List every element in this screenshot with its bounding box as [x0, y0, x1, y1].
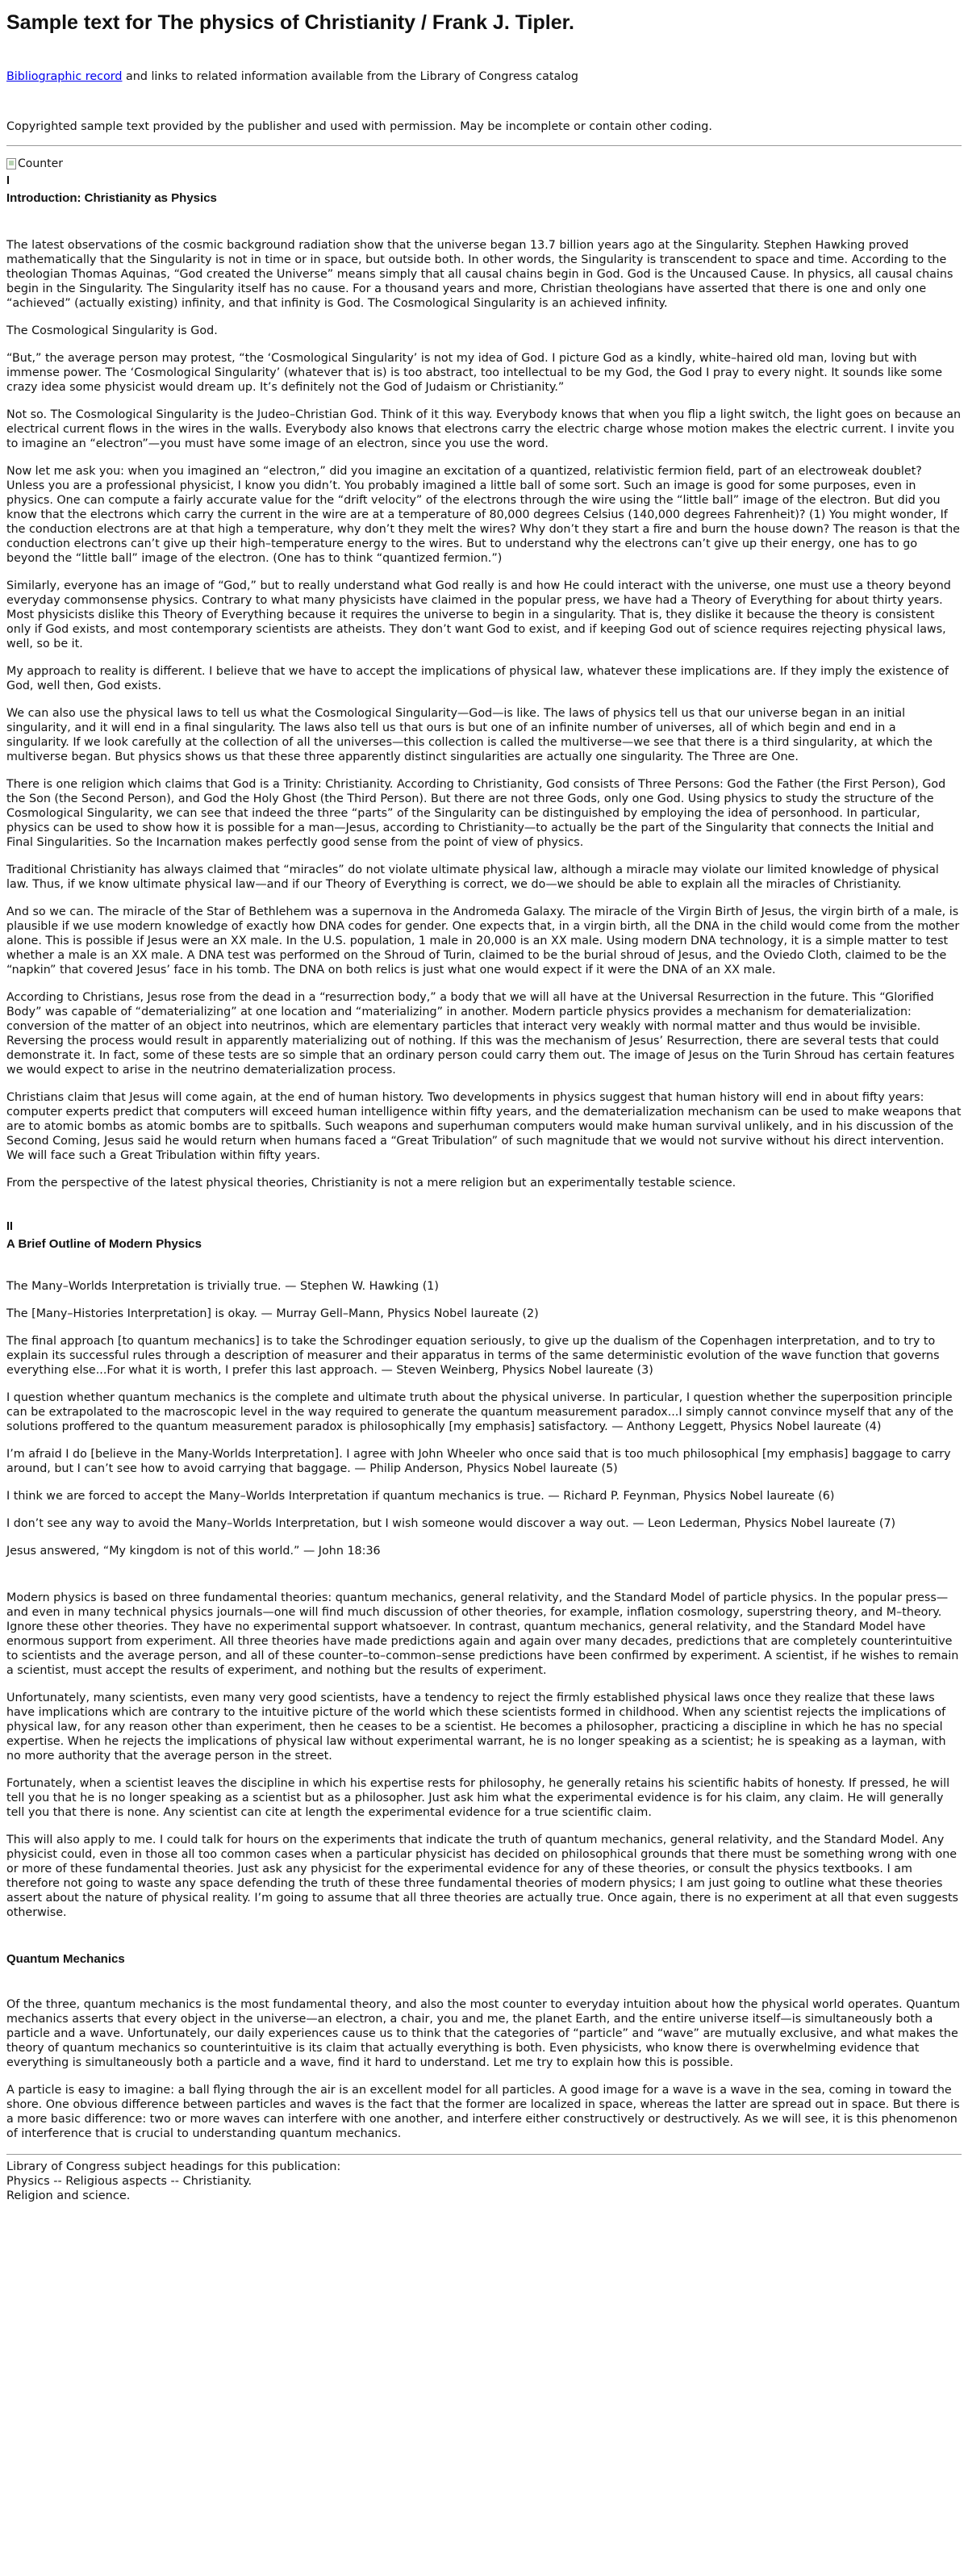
subject-heading: Physics -- Religious aspects -- Christianity. — [6, 2175, 252, 2188]
page-title: Sample text for The physics of Christianity / Frank J. Tipler. — [6, 11, 574, 34]
content — [6, 0, 962, 2203]
paragraph: A particle is easy to imagine: a ball flying through the air is an excellent model for all particles. A good image for a wave is a wave in the sea, coming in toward the shore. One obvious difference between particles and waves is the fact that the former are localized in space, whereas the latter are spread out in space. But there is a more basic difference: two or more waves can interfere with one another, and interfere either constructively or destructively. As we will see, it is this phenomenon of interference that is crucial to understanding quantum mechanics. — [6, 2084, 960, 2140]
quantum-mechanics-body — [6, 1997, 962, 2141]
chapter-title: A Brief Outline of Modern Physics — [6, 1237, 202, 1251]
epigraph: I think we are forced to accept the Many–Worlds Interpretation if quantum mechanics is true. — Richard P. Feynman, Physics Nobel laureate (6) — [6, 1490, 835, 1503]
paragraph: The latest observations of the cosmic background radiation show that the universe began 13.7 billion years ago at the Singularity. Stephen Hawking proved mathematically that the Singularity is not in time or in space, but outside both. In other words, the Singularity is transcendent to space and time. According to the theologian Thomas Aquinas, “God created the Universe” means simply that all causal chains begin in God. God is the Uncaused Cause. In physics, all causal chains begin in the Singularity. The Singularity itself has no cause. For a thousand years and more, Christian theologians have asserted that there is one and only one “achieved” (actually existing) infinity, and that infinity is God. The Cosmological Singularity is an achieved infinity. — [6, 239, 953, 310]
paragraph: My approach to reality is different. I believe that we have to accept the implications of physical law, whatever these implications are. If they imply the existence of God, well then, God exists. — [6, 665, 949, 692]
divider — [6, 145, 962, 146]
bibliographic-line-text: and links to related information available from the Library of Congress catalog — [122, 70, 578, 83]
paragraph: Not so. The Cosmological Singularity is the Judeo–Christian God. Think of it this way. Everybody knows that when you flip a light switch, the light goes on because an electrical current flows in the wires in the walls. Everybody also knows that electrons carry the electric charge whose motion makes the electric current. I invite you to imagine an “electron”—you must have some image of an electron, since you use the word. — [6, 408, 962, 450]
counter-image — [6, 156, 962, 172]
paragraph: “But,” the average person may protest, “the ‘Cosmological Singularity’ is not my idea of God. I picture God as a kindly, white–haired old man, loving but with immense power. The ‘Cosmological Singularity’ (whatever that is) is too abstract, too intellectual to be my God, the God I pray to every night. It sounds like some crazy idea some physicist would dream up. It’s definitely not the God of Judaism or Christianity.” — [6, 352, 943, 394]
section-heading: Quantum Mechanics — [6, 1952, 125, 1966]
epigraph: The [Many–Histories Interpretation] is okay. — Murray Gell–Mann, Physics Nobel laureate (2) — [6, 1307, 539, 1320]
subject-headings — [6, 2160, 962, 2203]
chapter-2-body — [6, 1591, 962, 1920]
paragraph: The Cosmological Singularity is God. — [6, 324, 218, 337]
paragraph: Modern physics is based on three fundamental theories: quantum mechanics, general relativity, and the Standard Model of particle physics. In the popular press—and even in many technical physics journals—one will find much discussion of other theories, for example, inflation cosmology, superstring theory, and M–theory. Ignore these other theories. They have no experimental support whatsoever. In contrast, quantum mechanics, general relativity, and the Standard Model have enormous support from experiment. All three theories have made predictions again and again over many decades, predictions that are completely counterintuitive to scientists and the average person, and all of these counter–to–common–sense predictions have been confirmed by experiment. A scientist, if he wishes to remain a scientist, must accept the results of experiment, and nothing but the results of experiment. — [6, 1591, 959, 1677]
chapter-2 — [6, 1219, 962, 2141]
paragraph: Unfortunately, many scientists, even many very good scientists, have a tendency to reject the firmly established physical laws once they realize that these laws have implications which are contrary to the intuitive picture of the world which these scientists formed in childhood. When any scientist rejects the implications of physical law, for any reason other than experiment, then he ceases to be a scientist. He becomes a philosopher, practicing a discipline in which he has no special expertise. When he rejects the implications of physical law without experimental warrant, he is no longer speaking as a scientist; he is speaking as a layman, with no more authority that the average person in the street. — [6, 1692, 946, 1763]
epigraphs — [6, 1279, 962, 1558]
paragraph: This will also apply to me. I could talk for hours on the experiments that indicate the truth of quantum mechanics, general relativity, and the Standard Model. Any physicist could, even in those all too common cases when a particular physicist has decided on philosophical grounds that there must be something wrong with one or more of these fundamental theories. Just ask any physicist for the experimental evidence for any of these theories, or consult the physics textbooks. I am therefore not going to waste any space defending the truth of these three fundamental theories of modern physics; I am just going to outline what these theories assert about the nature of physical reality. I’m going to assume that all three theories are actually true. Once again, there is no experiment at all that even suggests otherwise. — [6, 1834, 959, 1919]
bibliographic-record-link[interactable]: Bibliographic record — [6, 70, 123, 83]
chapter-number: I — [6, 174, 10, 187]
chapter-1-body — [6, 238, 962, 1190]
paragraph: There is one religion which claims that God is a Trinity: Christianity. According to Christianity, God consists of Three Persons: God the Father (the First Person), God the Son (the Second Person), and God the Holy Ghost (the Third Person). But there are not three Gods, only one God. Using physics to study the structure of the Cosmological Singularity, we can see that indeed the three “parts” of the Singularity can be distinguished by employing the idea of personhood. In particular, physics can be used to show how it is possible for a man—Jesus, according to Christianity—to actually be the part of the Singularity that connects the Initial and Final Singularities. So the Incarnation makes perfectly good sense from the point of view of physics. — [6, 778, 946, 849]
paragraph: Similarly, everyone has an image of “God,” but to really understand what God really is and how He could interact with the universe, one must use a theory beyond everyday commonsense physics. Contrary to what many physicists have claimed in the popular press, we have had a Theory of Everything for about thirty years. Most physicists dislike this Theory of Everything because it requires the universe to begin in a singularity. That is, they dislike it because the theory is consistent only if God exists, and most contemporary scientists are atheists. They don’t want God to exist, and if keeping God out of science requires rejecting physical laws, well, so be it. — [6, 579, 951, 650]
paragraph: Of the three, quantum mechanics is the most fundamental theory, and also the most counter to everyday intuition about how the physical world operates. Quantum mechanics asserts that every object in the universe—an electron, a chair, you and me, the planet Earth, and the entire universe itself—is simultaneously both a particle and a wave. Unfortunately, our daily experiences cause us to think that the categories of “particle” and “wave” are mutually exclusive, and what makes the theory of quantum mechanics so counterintuitive is its claim that actually everything is both. Even physicists, who know there is overwhelming evidence that everything is simultaneously both a particle and a wave, find it hard to understand. Let me try to explain how this is possible. — [6, 1998, 961, 2069]
chapter-1 — [6, 174, 962, 1190]
counter-alt-text: Counter — [18, 157, 63, 170]
chapter-title: Introduction: Christianity as Physics — [6, 191, 217, 205]
chapter-number: II — [6, 1220, 13, 1233]
broken-image-icon — [6, 158, 16, 169]
epigraph: Jesus answered, “My kingdom is not of this world.” — John 18:36 — [6, 1545, 381, 1558]
paragraph: And so we can. The miracle of the Star of Bethlehem was a supernova in the Andromeda Galaxy. The miracle of the Virgin Birth of Jesus, the virgin birth of a male, is plausible if we use modern knowledge of exactly how DNA codes for gender. One expects that, in a virgin birth, all the DNA in the child would come from the mother alone. This is possible if Jesus were an XX male. In the U.S. population, 1 male in 20,000 is an XX male. Using modern DNA technology, it is a simple matter to test whether a male is an XX male. A DNA test was performed on the Shroud of Turin, claimed to be the burial shroud of Jesus, and the Oviedo Cloth, claimed to be the “napkin” that covered Jesus’ face in his tomb. The DNA on both relics is just what one would expect if it were the DNA of an XX male. — [6, 905, 960, 976]
paragraph: Now let me ask you: when you imagined an “electron,” did you imagine an excitation of a quantized, relativistic fermion field, part of an electroweak doublet? Unless you are a professional physicist, I know you didn’t. You probably imagined a little ball of some sort. Such an image is good for some purposes, even in physics. One can compute a fairly accurate value for the “drift velocity” of the electrons through the wire using the “little ball” image of the electron. But did you know that the electrons which carry the current in the wire are at a temperature of 80,000 degrees Celsius (140,000 degrees Fahrenheit)? (1) You might wonder, If the conduction electrons are at that high a temperature, why don’t they melt the wires? Why don’t they start a fire and burn the house down? The reason is that the conduction electrons can’t give up their high–temperature energy to the wires. But to understand why the electrons can’t give up their energy, one has to go beyond the “little ball” image of the electron. (One has to think “quantized fermion.”) — [6, 465, 960, 565]
divider — [6, 2154, 962, 2155]
epigraph: The Many–Worlds Interpretation is trivially true. — Stephen W. Hawking (1) — [6, 1280, 439, 1293]
epigraph: I’m afraid I do [believe in the Many-Worlds Interpretation]. I agree with John Wheeler who once said that is too much philosophical [my emphasis] baggage to carry around, but I can’t see how to avoid carrying that baggage. — Philip Anderson, Physics Nobel laureate (5) — [6, 1448, 951, 1475]
subject-heading: Religion and science. — [6, 2189, 131, 2202]
subject-headings-label: Library of Congress subject headings for this publication: — [6, 2160, 341, 2173]
paragraph: According to Christians, Jesus rose from the dead in a “resurrection body,” a body that we will all have at the Universal Resurrection in the future. This “Glorified Body” was capable of “dematerializing” at one location and “materializing” in another. Modern particle physics provides a mechanism for dematerialization: conversion of the matter of an object into neutrinos, which are elementary particles that interact very weakly with normal matter and thus would be invisible. Reversing the process would result in apparently materializing out of nothing. If this was the mechanism of Jesus’ Resurrection, there are several tests that could demonstrate it. In fact, some of these tests are so simple that an ordinary person could carry them out. The image of Jesus on the Turin Shroud has certain features we would expect to arise in the neutrino dematerialization process. — [6, 991, 955, 1077]
epigraph: The final approach [to quantum mechanics] is to take the Schrodinger equation seriously, to give up the dualism of the Copenhagen interpretation, and to try to explain its successful rules through a description of measurer and their apparatus in terms of the same deterministic evolution of the wave function that governs everything else...For what it is worth, I prefer this last approach. — Steven Weinberg, Physics Nobel laureate (3) — [6, 1335, 940, 1377]
paragraph: We can also use the physical laws to tell us what the Cosmological Singularity—God—is like. The laws of physics tell us that our universe began in an initial singularity, and it will end in a final singularity. The laws also tell us that ours is but one of an infinite number of universes, all of which begin and end in a singularity. If we look carefully at the collection of all the universes—this collection is called the multiverse—we see that there is a third singularity, at which the multiverse began. But physics shows us that these three apparently distinct singularities are actually one singularity. The Three are One. — [6, 707, 933, 763]
epigraph: I don’t see any way to avoid the Many–Worlds Interpretation, but I wish someone would discover a way out. — Leon Lederman, Physics Nobel laureate (7) — [6, 1517, 896, 1530]
copyright-notice: Copyrighted sample text provided by the publisher and used with permission. May be incomplete or contain other coding. — [6, 120, 712, 133]
paragraph: Christians claim that Jesus will come again, at the end of human history. Two developments in physics suggest that human history will end in about fifty years: computer experts predict that computers will exceed human intelligence within fifty years, and the dematerialization mechanism can be used to make weapons that are to atomic bombs as atomic bombs are to spitballs. Such weapons and superhuman computers would make human survival unlikely, and in his discussion of the Second Coming, Jesus said he would return when humans faced a “Great Tribulation” of such magnitude that we would not survive without his direct intervention. We will face such a Great Tribulation within fifty years. — [6, 1091, 962, 1162]
paragraph: Traditional Christianity has always claimed that “miracles” do not violate ultimate physical law, although a miracle may violate our limited knowledge of physical law. Thus, if we know ultimate physical law—and if our Theory of Everything is correct, we do—we should be able to explain all the miracles of Christianity. — [6, 864, 939, 891]
epigraph: I question whether quantum mechanics is the complete and ultimate truth about the physical universe. In particular, I question whether the superposition principle can be extrapolated to the macroscopic level in the way required to generate the quantum measurement paradox...I simply cannot convince myself that any of the solutions proffered to the quantum measurement paradox is philosophically [my emphasis] satisfactory. — Anthony Leggett, Physics Nobel laureate (4) — [6, 1391, 953, 1433]
paragraph: Fortunately, when a scientist leaves the discipline in which his expertise rests for philosophy, he generally retains his scientific habits of honesty. If pressed, he will tell you that he is no longer speaking as a scientist but as a philosopher. Just ask him what the experimental evidence is for his claim, any claim. He will generally tell you that there is none. Any scientist can cite at length the experimental evidence for a true scientific claim. — [6, 1777, 950, 1819]
bibliographic-line — [6, 69, 962, 84]
paragraph: From the perspective of the latest physical theories, Christianity is not a mere religion but an experimentally testable science. — [6, 1177, 736, 1190]
